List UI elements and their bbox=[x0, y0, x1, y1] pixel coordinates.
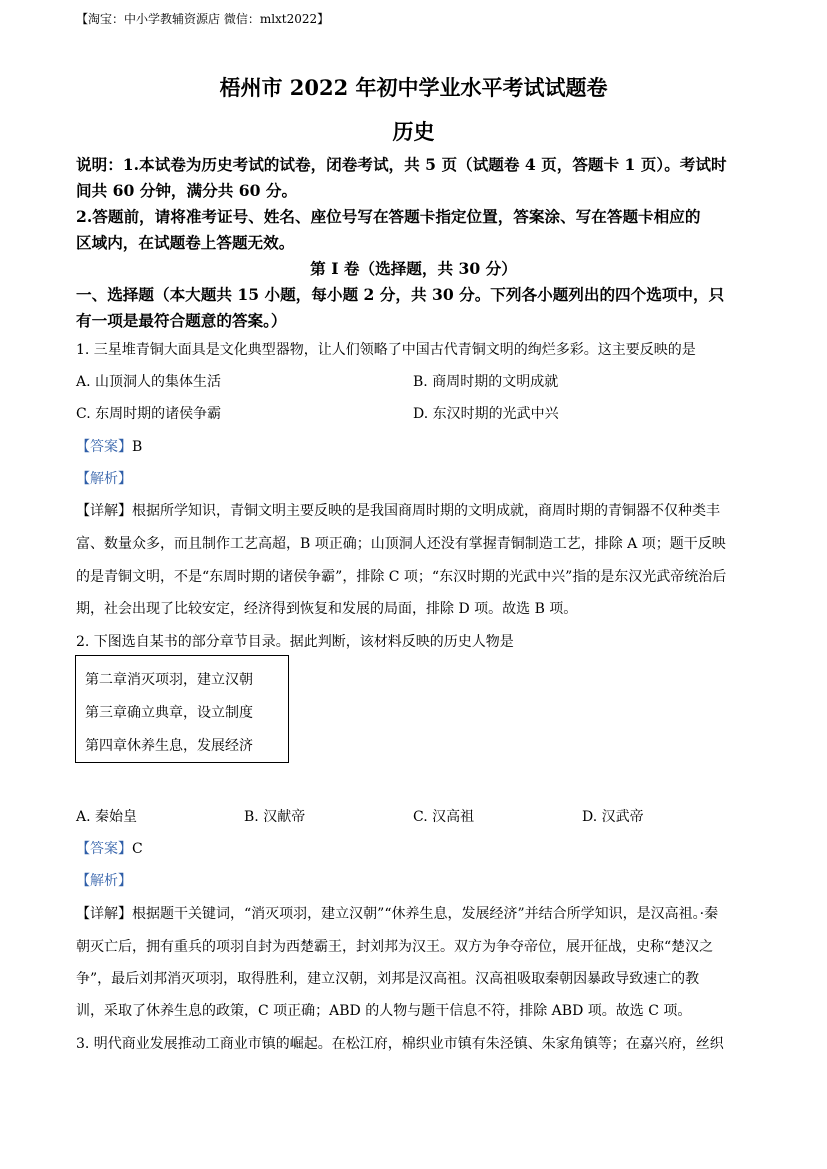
q2-detail-line: 【详解】根据题干关键词，“消灭项羽，建立汉朝”“休养生息，发展经济”并结合所学知识，是汉高祖。·秦 bbox=[76, 906, 719, 922]
q1-option-d: D. 东汉时期的光武中兴 bbox=[413, 406, 559, 422]
part-title: 第 I 卷（选择题，共 30 分） bbox=[310, 259, 517, 278]
answer-tag: 【答案】 bbox=[76, 841, 132, 857]
q2-option-b: B. 汉献帝 bbox=[244, 809, 306, 825]
instruction-line: 说明：1.本试卷为历史考试的试卷，闭卷考试，共 5 页（试题卷 4 页，答题卡 1 页）。考试时 bbox=[76, 155, 727, 174]
chapter-item: 第三章确立典章，设立制度 bbox=[85, 705, 253, 721]
section-title: 一、选择题（本大题共 15 小题，每小题 2 分，共 30 分。下列各小题列出的四个选项中，只 bbox=[76, 285, 725, 304]
q1-analysis-tag: 【解析】 bbox=[76, 471, 132, 487]
q1-detail-line: 的是青铜文明，不是“东周时期的诸侯争霸”，排除 C 项；“东汉时期的光武中兴”指的是东汉光武帝统治后 bbox=[76, 569, 727, 585]
chapter-item: 第二章消灭项羽，建立汉朝 bbox=[85, 672, 253, 688]
q1-detail-line: 期，社会出现了比较安定，经济得到恢复和发展的局面，排除 D 项。故选 B 项。 bbox=[76, 601, 578, 617]
answer-value: B bbox=[132, 439, 143, 455]
q1-option-c: C. 东周时期的诸侯争霸 bbox=[76, 406, 222, 422]
q1-detail-line: 富、数量众多，而且制作工艺高超，B 项正确；山顶洞人还没有掌握青铜制造工艺，排除 A 项；题干反映 bbox=[76, 536, 726, 552]
q1-option-b: B. 商周时期的文明成就 bbox=[413, 374, 559, 390]
instruction-line: 区域内，在试题卷上答题无效。 bbox=[76, 233, 295, 252]
q2-detail-line: 朝灭亡后，拥有重兵的项羽自封为西楚霸王，封刘邦为汉王。双方为争夺帝位，展开征战，史称“楚汉之 bbox=[76, 939, 714, 955]
answer-value: C bbox=[132, 841, 143, 857]
q2-option-a: A. 秦始皇 bbox=[76, 809, 138, 825]
q1-detail-line: 【详解】根据所学知识，青铜文明主要反映的是我国商周时期的文明成就，商周时期的青铜器不仅种类丰 bbox=[76, 503, 720, 519]
q2-answer bbox=[76, 838, 143, 858]
q1-answer bbox=[76, 436, 142, 456]
page-header: 【淘宝：中小学教辅资源店 微信：mlxt2022】 bbox=[76, 12, 330, 26]
q2-analysis-tag: 【解析】 bbox=[76, 873, 132, 889]
instruction-line: 间共 60 分钟，满分共 60 分。 bbox=[76, 181, 298, 200]
instruction-line: 2.答题前，请将准考证号、姓名、座位号写在答题卡指定位置，答案涂、写在答题卡相应的 bbox=[76, 207, 701, 226]
chapter-list-box bbox=[75, 655, 289, 763]
q2-detail-line: 训，采取了休养生息的政策，C 项正确；ABD 的人物与题干信息不符，排除 ABD 项。故选 C 项。 bbox=[76, 1003, 692, 1019]
section-title: 有一项是最符合题意的答案。） bbox=[76, 311, 287, 330]
chapter-item: 第四章休养生息，发展经济 bbox=[85, 738, 253, 754]
q2-detail-line: 争”，最后刘邦消灭项羽，取得胜利，建立汉朝，刘邦是汉高祖。汉高祖吸取秦朝因暴政导致速亡的教 bbox=[76, 971, 700, 987]
question-2-stem: 2. 下图选自某书的部分章节目录。据此判断，该材料反映的历史人物是 bbox=[76, 634, 514, 650]
exam-subject: 历史 bbox=[392, 119, 435, 144]
q1-option-a: A. 山顶洞人的集体生活 bbox=[76, 374, 222, 390]
question-3-stem: 3. 明代商业发展推动工商业市镇的崛起。在松江府，棉织业市镇有朱泾镇、朱家角镇等；在嘉兴府，丝织 bbox=[76, 1036, 724, 1052]
q2-option-c: C. 汉高祖 bbox=[413, 809, 475, 825]
question-1-stem: 1. 三星堆青铜大面具是文化典型器物，让人们领略了中国古代青铜文明的绚烂多彩。这主要反映的是 bbox=[76, 342, 696, 358]
q2-option-d: D. 汉武帝 bbox=[582, 809, 644, 825]
answer-tag: 【答案】 bbox=[76, 439, 132, 455]
exam-title: 梧州市 2022 年初中学业水平考试试题卷 bbox=[219, 75, 608, 100]
